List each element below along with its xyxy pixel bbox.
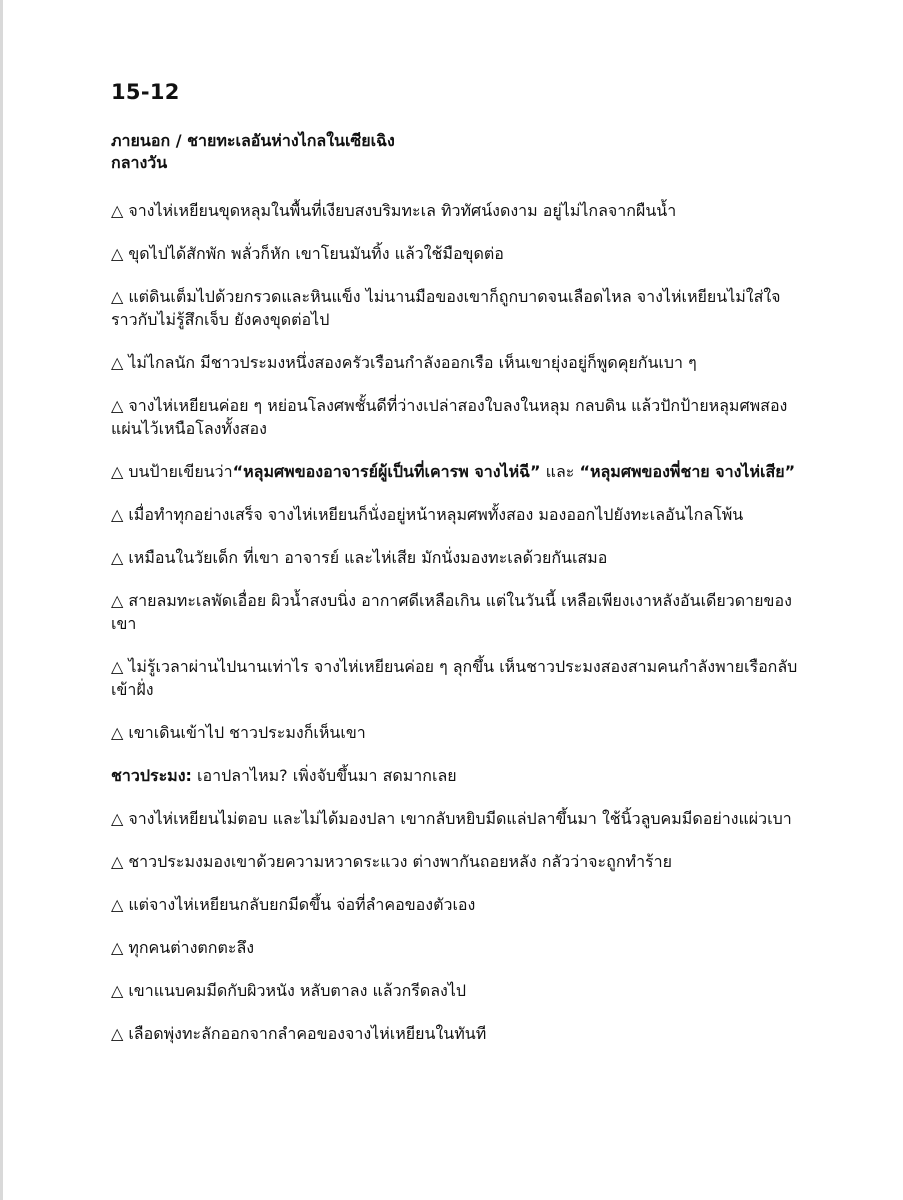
gravestone-text-master: “หลุมศพของอาจารย์ผู้เป็นที่เคารพ จางไห่ฉี”	[232, 462, 541, 481]
action-text: ทุกคนต่างตกตะลึง	[128, 938, 255, 957]
action-text: เขาเดินเข้าไป ชาวประมงก็เห็นเขา	[128, 723, 366, 742]
dialogue-speaker: ชาวประมง:	[111, 766, 192, 785]
action-text: เขาแนบคมมีดกับผิวหนัง หลับตาลง แล้วกรีดลงไป	[128, 981, 467, 1000]
triangle-icon: △	[111, 809, 124, 828]
triangle-icon: △	[111, 1024, 124, 1043]
triangle-icon: △	[111, 548, 124, 567]
triangle-icon: △	[111, 396, 124, 415]
action-paragraph	[111, 655, 811, 701]
action-paragraph	[111, 979, 811, 1002]
triangle-icon: △	[111, 591, 124, 610]
triangle-icon: △	[111, 723, 124, 742]
action-paragraph	[111, 460, 811, 483]
triangle-icon: △	[111, 981, 124, 1000]
triangle-icon: △	[111, 852, 124, 871]
action-text: เหมือนในวัยเด็ก ที่เขา อาจารย์ และไห่เสีย มักนั่งมองทะเลด้วยกันเสมอ	[128, 548, 608, 567]
triangle-icon: △	[111, 244, 124, 263]
action-text: จางไห่เหยียนไม่ตอบ และไม่ได้มองปลา เขากลับหยิบมีดแล่ปลาขึ้นมา ใช้นิ้วลูบคมมีดอย่างแผ่วเบา	[128, 809, 792, 828]
page-left-edge	[0, 0, 3, 1200]
action-paragraph	[111, 199, 811, 222]
action-paragraph	[111, 1022, 811, 1045]
action-text: แต่ดินเต็มไปด้วยกรวดและหินแข็ง ไม่นานมือของเขาก็ถูกบาดจนเลือดไหล จางไห่เหยียนไม่ใส่ใจ ราวกับไม่รู้สึกเจ็บ ยังคงขุดต่อไป	[111, 287, 781, 329]
dialogue-paragraph	[111, 764, 811, 787]
action-text: ขุดไปได้สักพัก พลั่วก็หัก เขาโยนมันทิ้ง แล้วใช้มือขุดต่อ	[128, 244, 504, 263]
action-text: เลือดพุ่งทะลักออกจากลำคอของจางไห่เหยียนในทันที	[128, 1024, 487, 1043]
action-text: ชาวประมงมองเขาด้วยความหวาดระแวง ต่างพากันถอยหลัง กลัวว่าจะถูกทำร้าย	[128, 852, 672, 871]
action-text: จางไห่เหยียนค่อย ๆ หย่อนโลงศพชั้นดีที่ว่างเปล่าสองใบลงในหลุม กลบดิน แล้วปักป้ายหลุมศพสองแผ่นไว้เหนือโลงทั้งสอง	[111, 396, 788, 438]
triangle-icon: △	[111, 938, 124, 957]
action-text: ไม่รู้เวลาผ่านไปนานเท่าไร จางไห่เหยียนค่อย ๆ ลุกขึ้น เห็นชาวประมงสองสามคนกำลังพายเรือกลับเข้าฝั่ง	[111, 657, 798, 699]
triangle-icon: △	[111, 505, 124, 524]
action-paragraph	[111, 546, 811, 569]
triangle-icon: △	[111, 657, 124, 676]
triangle-icon: △	[111, 201, 124, 220]
scene-heading-time: กลางวัน	[111, 153, 168, 172]
triangle-icon: △	[111, 353, 124, 372]
action-text: แต่จางไห่เหยียนกลับยกมีดขึ้น จ่อที่ลำคอของตัวเอง	[128, 895, 476, 914]
action-text: จางไห่เหยียนขุดหลุมในพื้นที่เงียบสงบริมทะเล ทิวทัศน์งดงาม อยู่ไม่ไกลจากผืนน้ำ	[128, 201, 677, 220]
action-paragraph	[111, 807, 811, 830]
action-paragraph	[111, 394, 811, 440]
triangle-icon: △	[111, 895, 124, 914]
gravestone-text-brother: “หลุมศพของพี่ชาย จางไห่เสีย”	[579, 462, 796, 481]
action-paragraph	[111, 721, 811, 744]
triangle-icon: △	[111, 287, 124, 306]
action-paragraph	[111, 285, 811, 331]
action-text: ไม่ไกลนัก มีชาวประมงหนึ่งสองครัวเรือนกำลังออกเรือ เห็นเขายุ่งอยู่ก็พูดคุยกันเบา ๆ	[128, 353, 697, 372]
action-text: บนป้ายเขียนว่า	[128, 462, 233, 481]
action-paragraph	[111, 351, 811, 374]
scene-heading	[111, 130, 811, 174]
action-paragraph	[111, 242, 811, 265]
scene-number: 15-12	[111, 80, 180, 104]
scene-heading-location: ภายนอก / ชายทะเลอันห่างไกลในเซียเฉิง	[111, 131, 395, 150]
action-text: และ	[540, 462, 580, 481]
dialogue-line: เอาปลาไหม? เพิ่งจับขึ้นมา สดมากเลย	[191, 766, 457, 785]
action-text: เมื่อทำทุกอย่างเสร็จ จางไห่เหยียนก็นั่งอยู่หน้าหลุมศพทั้งสอง มองออกไปยังทะเลอันไกลโพ้น	[128, 505, 744, 524]
action-paragraph	[111, 893, 811, 916]
action-text: สายลมทะเลพัดเอื่อย ผิวน้ำสงบนิ่ง อากาศดีเหลือเกิน แต่ในวันนี้ เหลือเพียงเงาหลังอันเดียวดายของเขา	[111, 591, 792, 633]
action-paragraph	[111, 503, 811, 526]
action-paragraph	[111, 936, 811, 959]
action-paragraph	[111, 850, 811, 873]
triangle-icon: △	[111, 462, 124, 481]
action-paragraph	[111, 589, 811, 635]
script-page	[111, 80, 811, 1065]
